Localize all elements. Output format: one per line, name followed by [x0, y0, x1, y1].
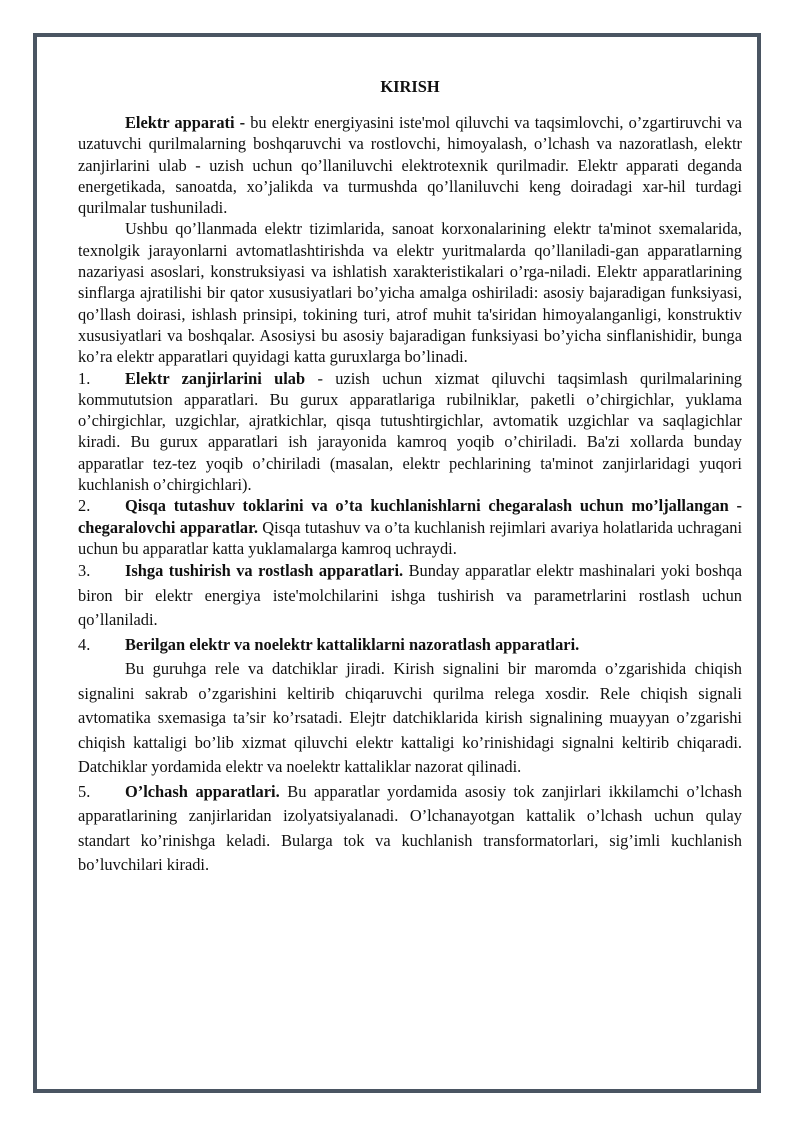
- list-number: 1.: [78, 368, 91, 388]
- list-item-heading: Elektr zanjirlarini ulab: [125, 368, 306, 388]
- list-item-1: [78, 368, 742, 496]
- term-elektr-apparati: Elektr apparati -: [125, 113, 246, 132]
- list-number: 4.: [78, 634, 91, 654]
- list-number: 2.: [78, 496, 91, 516]
- paragraph-intro: [78, 112, 742, 218]
- list-item-text: Qisqa tutashuv va o’ta kuchlanish rejimlari avariya holatlarida uchragani uchun bu apparatlar katta yuklamalarga kamroq uchraydi.: [78, 517, 742, 558]
- list-item-4: [78, 633, 742, 658]
- list-item-heading: Qisqa tutashuv toklarini va o’ta kuchlanishlarni chegaralash uchun mo’ljallangan - chegaralovchi apparatlar.: [78, 496, 742, 537]
- list-item-3: [78, 559, 742, 633]
- list-number: 3.: [78, 561, 91, 581]
- document-body: [78, 70, 742, 878]
- list-item-5: [78, 780, 742, 878]
- page-title: KIRISH: [380, 77, 440, 96]
- paragraph-scope: Ushbu qo’llanmada elektr tizimlarida, sanoat korxonalarining elektr ta'minot sxemalarida, texnolgik jarayonlarni avtomatlashtirishda va elektr yuritmalarda qo’llaniladi-gan apparatlarning nazariyasi asoslari, konstruksiyasi va ishlatish xarakteristikalari o’rga-niladi. Elektr apparatlarining sinflarga ajratilishi bir qator xususiyatlari bo’yicha amalga oshiriladi: asosiy bajaradigan funksiyasi, qo’llash doirasi, ishlash prinsipi, tokining turi, atrof muhit ta'siridan himoyalanganligi, konstruktiv xususiyatlari va boshqalar. Asosiysi bu asosiy bajaradigan funksiyasi bo’yicha sinflanishidir, bunga ko’ra elektr apparatlari quyidagi katta guruxlarga bo’linadi.: [78, 219, 742, 367]
- paragraph-relays: Bu guruhga rele va datchiklar jiradi. Kirish signalini bir maromda o’zgarishida chiqish signalini sakrab o’zgarishini keltirib chiqaruvchi qurilma relega xosdir. Rele chiqish signali avtomatika sxemasiga ta’sir ko’rsatadi. Elejtr datchiklarida kirish signalining muayyan o’zgarishi chiqish kattaligi bo’lib xizmat qiluvchi elektr kattaligi ko’rinishidagi signalni keltirib chiqaradi. Datchiklar yordamida elektr va noelektr kattaliklar nazorat qilinadi.: [78, 659, 742, 777]
- list-item-text: Bu apparatlar yordamida asosiy tok zanjirlari ikkilamchi o’lchash apparatlarining zanjirlaridan izolyatsiyalanadi. O’lchanayotgan kattalik o’lchash uchun qulay standart ko’rinishga keladi. Bularga tok va kuchlanish transformatorlari, sig’imli kuchlanish bo’luvchilari kiradi.: [78, 781, 743, 875]
- list-item-text: - uzish uchun xizmat qiluvchi taqsimlash qurilmalarining kommututsion apparatlari. Bu gurux apparatlariga rubilniklar, paketli o’chirgichlar, yuklama o’chirgichlar, uzgichlar, ajratkichlar, qisqa tutushtirgichlar, avtomatik uzgichlar va saqlagichlar kiradi. Bu gurux apparatlari ish jarayonida kamroq yoqib o’chiriladi. Ba'zi xollarda bunday apparatlar tez-tez yoqib o’chiriladi (masalan, elektr pechlarining ta'minot zanjirlaridagi yuqori kuchlanish o’chirgichlari).: [78, 368, 742, 495]
- list-item-heading: Ishga tushirish va rostlash apparatlari.: [125, 561, 404, 581]
- list-item-text: Bunday apparatlar elektr mashinalari yoki boshqa biron bir elektr energiya iste'molchilarini ishga tushirish va parametrlarini rostlash uchun qo’llaniladi.: [78, 561, 742, 630]
- list-number: 5.: [78, 781, 91, 801]
- paragraph-intro-text: bu elektr energiyasini iste'mol qiluvchi va taqsimlovchi, o’zgartiruvchi va uzatuvchi qurilmalarning boshqaruvchi va rostlovchi, himoyalash, o’lchash va nazoratlash, elektr zanjirlarini ulab - uzish uchun qo’llaniluvchi elektrotexnik qurilmadir. Elektr apparati deganda energetikada, sanoatda, xo’jalikda va turmushda qo’llaniluvchi keng doiradagi xar-hil turdagi qurilmalar tushuniladi.: [78, 113, 743, 218]
- list-item-heading: Berilgan elektr va noelektr kattaliklarni nazoratlash apparatlari.: [125, 634, 580, 654]
- list-item-2: [78, 495, 742, 559]
- list-item-heading: O’lchash apparatlari.: [125, 781, 280, 801]
